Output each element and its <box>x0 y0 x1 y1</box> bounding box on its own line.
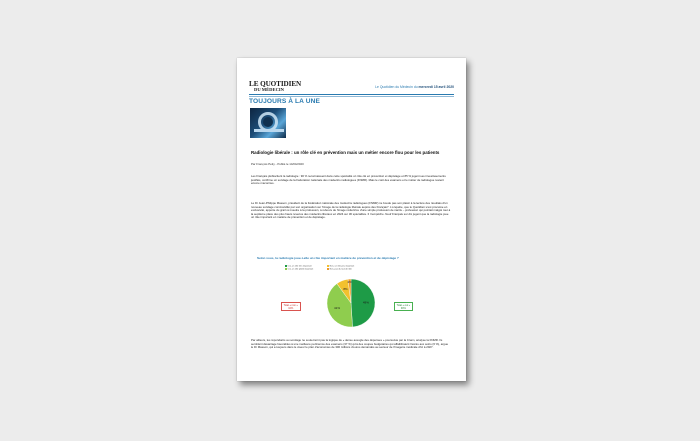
section-title: TOUJOURS À LA UNE <box>249 98 320 105</box>
total-yes-callout <box>394 302 413 311</box>
article-paragraph-2: Le Dr Jean-Philippe Masson, président de la Fédération nationale des médecins radiologues (FNMR) ne boude pas son plaisir à la lecture des résultats d'un nouveau sondage commandité par son organisation sur l'image de la radiologie libérale auprès des Français*. L'enquête, que le Quotidien s'est procurée en exclusivité, apporte du grain à moudre à la profession, à rebours de l'image réductrice d'une simple profession de nantis – profession qui pointait malgré tout à la septième place des plus hauts revenus des médecins libéraux en 2024 sur 30 spécialités. Il n'empêche. Neuf Français sur dix jugent que la radiologie joue un rôle important en matière de prévention et de dépistage. <box>251 201 451 220</box>
chart-title: Selon vous, la radiologie joue-t-elle un rôle important en matière de prévention et de dépistage ? <box>257 256 399 260</box>
newsletter-page <box>237 58 466 381</box>
dateline <box>375 85 454 89</box>
pie-chart <box>325 277 377 329</box>
newsletter-header <box>249 80 454 94</box>
legend-label: Oui, un rôle très important <box>287 265 312 268</box>
total-yes-value: 90% <box>400 306 406 310</box>
total-yes-label: Total « oui » <box>396 303 411 307</box>
total-no-label: Total « non » <box>283 303 298 307</box>
article-paragraph-1: Les Français plébiscitent la radiologie : 90 % reconnaissent dans cette spécialité un rôle clé en prévention et dépistage et 85 % jugent ses investissements justifiés, confirme un sondage de la Fédération nationale des médecins radiologues (FNMR). Mais le coût des examens et le métier de radiologue restent encore méconnus. <box>251 174 446 186</box>
logo-subtitle: DU MÉDECIN <box>254 87 284 92</box>
total-no-value: 10% <box>288 306 294 310</box>
pie-slice-label: 8% <box>343 287 348 292</box>
pie-slice-label: 49% <box>362 300 369 305</box>
total-no-callout <box>281 302 301 311</box>
mri-scanner-image <box>250 108 286 138</box>
scanner-bed <box>254 129 284 132</box>
logo: LE QUOTIDIEN <box>249 80 302 88</box>
legend-label: Oui, un rôle plutôt important <box>287 268 314 271</box>
dateline-date: mercredi 15 avril 2020 <box>418 85 454 89</box>
header-rule-thin <box>249 96 454 97</box>
legend-item <box>327 268 352 271</box>
legend-label: Non, un rôle peu important <box>329 265 355 268</box>
pie-slice-label: 41% <box>333 306 341 311</box>
article-paragraph-3: Par ailleurs, les répondants au sondage ne souterrernt pas la logique de « dense aveugle des dépenses » poursuivie par la Cnam, analyse la FNMR. Ils semblent davantage favorables à une meilleure pertinence des examens (37 %) qu'à des coupes budgétaires qui affaibliraient l'accès aux soins (6 %), argue le Dr Masson, qui a toujours dans le viseur le plan d'économies de 300 millions d'euros demandés au secteur de l'imagerie médicale d'ici à 2027. <box>251 338 449 350</box>
legend-label: Non, pas du tout de rôle <box>329 268 352 271</box>
scanner-bore <box>263 117 273 127</box>
header-rule <box>249 94 454 95</box>
pie-slice-label: 2% <box>347 279 352 284</box>
dateline-prefix: Le Quotidien du Médecin du <box>375 85 418 89</box>
article-title: Radiologie libérale : un rôle clé en prévention mais un métier encore flou pour les patients <box>251 150 440 155</box>
article-byline: Par François Petty - Publié le 14/04/2020 <box>251 162 304 166</box>
